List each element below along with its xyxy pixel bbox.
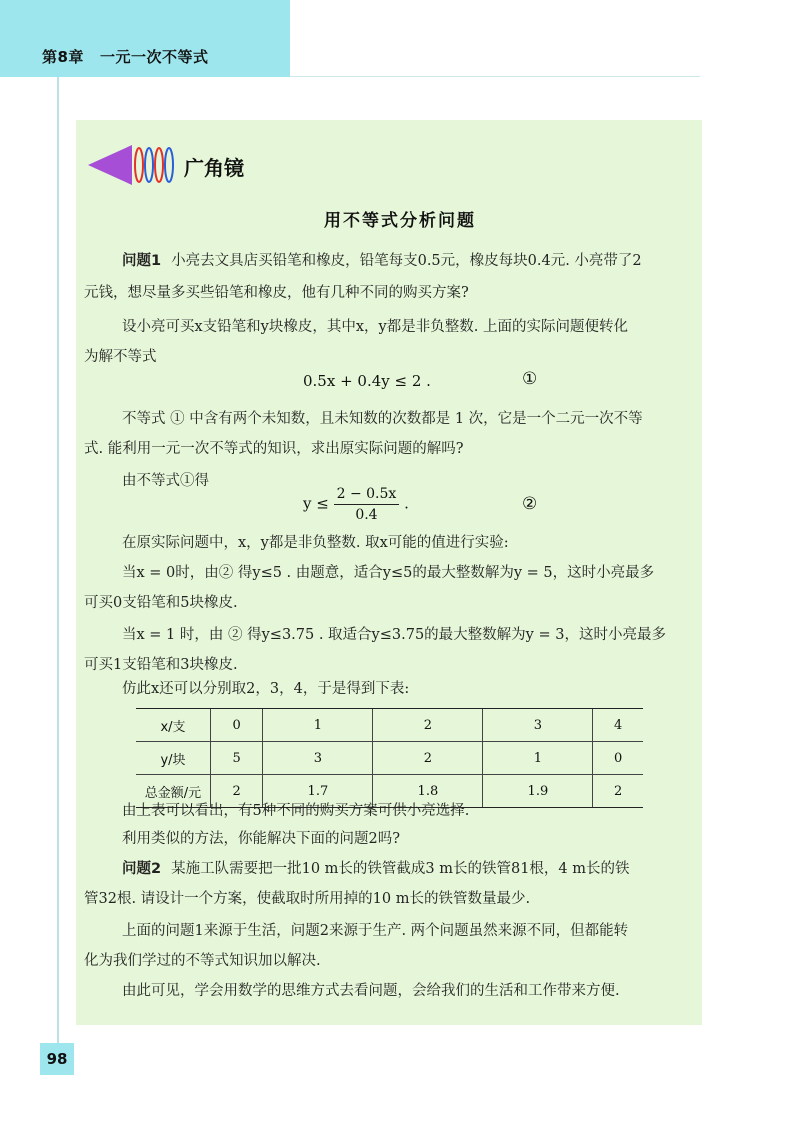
inequality-1-marker: ①	[522, 369, 538, 389]
para-final: 由此可见，学会用数学的思维方式去看问题，会给我们的生活和工作带来方便.	[122, 983, 620, 999]
table-row-head: 总金额/元	[136, 775, 211, 808]
para-from: 由不等式①得	[122, 473, 209, 489]
table-row	[136, 709, 643, 742]
chapter-heading	[42, 46, 208, 67]
table-cell: 1	[263, 709, 373, 742]
para-x0-line1: 当x = 0时，由② 得y≤5 . 由题意，适合y≤5的最大整数解为y = 5，这时小亮最多	[122, 565, 655, 581]
chapter-title: 一元一次不等式	[99, 48, 209, 66]
fraction-numerator: 2 − 0.5x	[334, 484, 400, 505]
para-set-line1: 设小亮可买x支铅笔和y块橡皮，其中x，y都是非负整数. 上面的实际问题便转化	[122, 319, 628, 335]
problem2-line2: 管32根. 请设计一个方案，使截取时所用掉的10 m长的铁管数量最少.	[84, 891, 531, 907]
para-x1-line1: 当x = 1 时，由 ② 得y≤3.75 . 取适合y≤3.75的最大整数解为y = 3，这时小亮最多	[122, 627, 666, 643]
table-cell: 5	[211, 742, 263, 775]
problem2-line1: 问题2 某施工队需要把一批10 m长的铁管截成3 m长的铁管81根，4 m长的铁	[122, 861, 630, 877]
table-cell: 2	[211, 775, 263, 808]
table-cell: 2	[373, 742, 483, 775]
table-cell: 1.8	[373, 775, 483, 808]
table-cell: 2	[373, 709, 483, 742]
inequality-2-lhs: y ≤	[303, 494, 329, 513]
section-title: 广角镜	[184, 156, 244, 180]
table-row	[136, 742, 643, 775]
table-cell: 0	[211, 709, 263, 742]
problem2-label: 问题2	[122, 861, 162, 877]
page-number: 98	[40, 1043, 74, 1075]
table-row-head: x/支	[136, 709, 211, 742]
para-method: 利用类似的方法，你能解决下面的问题2吗?	[122, 831, 400, 847]
table-cell: 3	[263, 742, 373, 775]
problem1-line2: 元钱，想尽量多买些铅笔和橡皮，他有几种不同的购买方案?	[84, 285, 469, 301]
inequality-2	[303, 484, 409, 525]
para-sources-line1: 上面的问题1来源于生活，问题2来源于生产. 两个问题虽然来源不同，但都能转	[122, 923, 629, 939]
para-similar: 仿此x还可以分别取2，3，4，于是得到下表:	[122, 681, 410, 697]
fraction	[334, 484, 400, 525]
problem1-label: 问题1	[122, 253, 162, 269]
inequality-2-marker: ②	[522, 494, 538, 514]
table-cell: 0	[593, 742, 643, 775]
para-original: 在原实际问题中，x，y都是非负整数. 取x可能的值进行实验:	[122, 535, 509, 551]
table-cell: 4	[593, 709, 643, 742]
purchase-table	[136, 708, 643, 808]
para-sources-line2: 化为我们学过的不等式知识加以解决.	[84, 953, 321, 969]
para-two-unknowns-line2: 式. 能利用一元一次不等式的知识，求出原实际问题的解吗?	[84, 441, 464, 457]
inequality-2-suffix: .	[404, 494, 409, 513]
inequality-1: 0.5x + 0.4y ≤ 2 .	[303, 372, 431, 390]
table-cell: 3	[483, 709, 593, 742]
para-x1-line2: 可买1支铅笔和3块橡皮.	[84, 657, 238, 673]
article-title: 用不等式分析问题	[324, 211, 476, 231]
para-set-line2: 为解不等式	[84, 349, 157, 365]
table-cell: 1	[483, 742, 593, 775]
table-row-head: y/块	[136, 742, 211, 775]
table-cell: 1.9	[483, 775, 593, 808]
para-x0-line2: 可买0支铅笔和5块橡皮.	[84, 595, 238, 611]
table-cell: 1.7	[263, 775, 373, 808]
problem1-line1: 问题1 小亮去文具店买铅笔和橡皮，铅笔每支0.5元，橡皮每块0.4元. 小亮带了2	[122, 253, 642, 269]
para-conclusion: 由上表可以看出，有5种不同的购买方案可供小亮选择.	[122, 803, 470, 819]
fraction-denominator: 0.4	[355, 507, 378, 523]
wide-angle-lens-icon	[86, 143, 182, 187]
para-two-unknowns-line1: 不等式 ① 中含有两个未知数，且未知数的次数都是 1 次，它是一个二元一次不等	[122, 411, 643, 427]
table-cell: 2	[593, 775, 643, 808]
chapter-number: 第8章	[42, 48, 84, 66]
header-rule	[290, 76, 700, 77]
